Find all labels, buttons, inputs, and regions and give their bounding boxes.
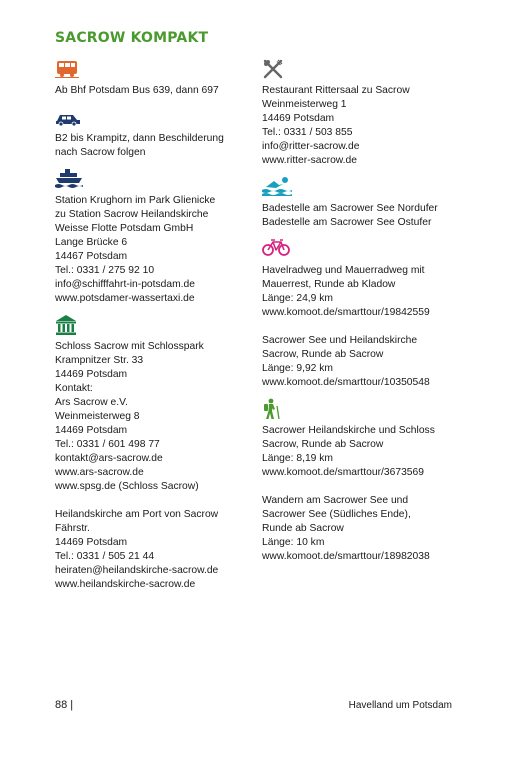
website-link[interactable]: www.heilandskirche-sacrow.de: [55, 579, 196, 590]
text-line: Weinmeisterweg 8: [55, 411, 140, 422]
car-info: [55, 132, 270, 160]
right-column: [262, 58, 477, 564]
bike-route-2: [262, 334, 477, 390]
text-line: 14469 Potsdam: [55, 369, 128, 380]
text-line: Restaurant Rittersaal zu Sacrow: [262, 85, 410, 96]
text-line: nach Sacrow folgen: [55, 147, 146, 158]
text-line: 14467 Potsdam: [55, 251, 128, 262]
website-link[interactable]: www.ars-sacrow.de: [55, 467, 144, 478]
text-line: Länge: 24,9 km: [262, 293, 333, 304]
website-link[interactable]: www.spsg.de (Schloss Sacrow): [55, 481, 199, 492]
page-number: 88 |: [55, 699, 74, 711]
text-line: B2 bis Krampitz, dann Beschilderung: [55, 133, 224, 144]
bus-icon: [55, 58, 270, 80]
text-line: Krampnitzer Str. 33: [55, 355, 144, 366]
text-line: Länge: 8,19 km: [262, 453, 333, 464]
bathing-info: [262, 202, 477, 230]
text-line: Heilandskirche am Port von Sacrow: [55, 509, 219, 520]
text-line: Sacrow, Runde ab Sacrow: [262, 439, 384, 450]
text-line: Runde ab Sacrow: [262, 523, 344, 534]
text-line: Havelradweg und Mauerradweg mit: [262, 265, 425, 276]
text-line: Mauerrest, Runde ab Kladow: [262, 279, 396, 290]
text-line: Ars Sacrow e.V.: [55, 397, 128, 408]
text-line: zu Station Sacrow Heilandskirche: [55, 209, 209, 220]
text-line: Tel.: 0331 / 275 92 10: [55, 265, 155, 276]
text-line: Badestelle am Sacrower See Nordufer: [262, 203, 438, 214]
text-line: 14469 Potsdam: [55, 425, 128, 436]
text-line: Lange Brücke 6: [55, 237, 128, 248]
text-line: Badestelle am Sacrower See Ostufer: [262, 217, 432, 228]
ship-icon: [55, 168, 270, 190]
website-link[interactable]: www.komoot.de/smarttour/19842559: [262, 307, 430, 318]
schloss-info: [55, 340, 270, 494]
swimming-icon: [262, 176, 477, 198]
website-link[interactable]: www.ritter-sacrow.de: [262, 155, 357, 166]
text-line: Schloss Sacrow mit Schlosspark: [55, 341, 204, 352]
email-link[interactable]: info@schifffahrt-in-potsdam.de: [55, 279, 195, 290]
email-link[interactable]: info@ritter-sacrow.de: [262, 141, 360, 152]
text-line: Länge: 10 km: [262, 537, 325, 548]
bicycle-icon: [262, 238, 477, 260]
text-line: Tel.: 0331 / 505 21 44: [55, 551, 155, 562]
restaurant-info: [262, 84, 477, 168]
website-link[interactable]: www.komoot.de/smarttour/10350548: [262, 377, 430, 388]
text-line: Kontakt:: [55, 383, 93, 394]
email-link[interactable]: heiraten@heilandskirche-sacrow.de: [55, 565, 219, 576]
text-line: Sacrower Heilandskirche und Schloss: [262, 425, 435, 436]
text-line: Weisse Flotte Potsdam GmbH: [55, 223, 194, 234]
running-footer: Havelland um Potsdam: [348, 700, 452, 711]
text-line: Station Krughorn im Park Glienicke: [55, 195, 216, 206]
website-link[interactable]: www.potsdamer-wassertaxi.de: [55, 293, 195, 304]
museum-icon: [55, 314, 270, 336]
website-link[interactable]: www.komoot.de/smarttour/18982038: [262, 551, 430, 562]
hiking-icon: [262, 398, 477, 420]
email-link[interactable]: kontakt@ars-sacrow.de: [55, 453, 163, 464]
text-line: Fährstr.: [55, 523, 90, 534]
text-line: Ab Bhf Potsdam Bus 639, dann 697: [55, 85, 219, 96]
text-line: 14469 Potsdam: [262, 113, 335, 124]
hike-route-2: [262, 494, 477, 564]
text-line: Sacrower See und Heilandskirche: [262, 335, 418, 346]
bus-info: [55, 84, 270, 98]
text-line: Länge: 9,92 km: [262, 363, 333, 374]
car-icon: [55, 112, 270, 128]
text-line: 14469 Potsdam: [55, 537, 128, 548]
ship-info: [55, 194, 270, 306]
hike-route-1: [262, 424, 477, 480]
cutlery-icon: [262, 58, 477, 80]
page-title: SACROW KOMPAKT: [55, 30, 209, 46]
text-line: Tel.: 0331 / 503 855: [262, 127, 353, 138]
text-line: Sacrower See (Südliches Ende),: [262, 509, 411, 520]
left-column: [55, 58, 270, 592]
bike-route-1: [262, 264, 477, 320]
text-line: Sacrow, Runde ab Sacrow: [262, 349, 384, 360]
text-line: Tel.: 0331 / 601 498 77: [55, 439, 160, 450]
text-line: Weinmeisterweg 1: [262, 99, 347, 110]
kirche-info: [55, 508, 270, 592]
website-link[interactable]: www.komoot.de/smarttour/3673569: [262, 467, 424, 478]
text-line: Wandern am Sacrower See und: [262, 495, 409, 506]
